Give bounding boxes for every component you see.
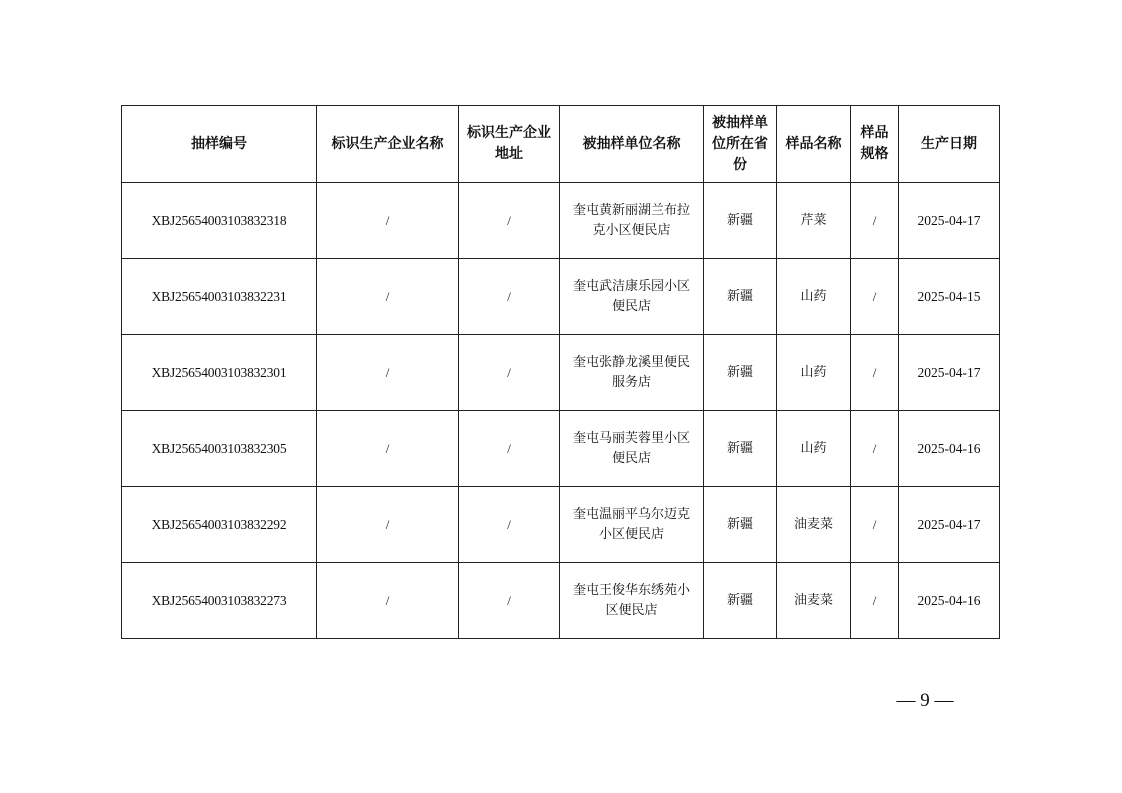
header-sampled-unit: 被抽样单位名称 xyxy=(560,106,704,183)
cell-production-date: 2025-04-17 xyxy=(899,183,1000,259)
page-number: — 9 — xyxy=(896,690,954,711)
cell-sample-name: 山药 xyxy=(777,335,851,411)
cell-sampled-unit: 奎屯黄新丽湖兰布拉克小区便民店 xyxy=(560,183,704,259)
cell-province: 新疆 xyxy=(704,335,777,411)
cell-sample-name: 山药 xyxy=(777,411,851,487)
table-row xyxy=(122,411,1000,487)
cell-producer-address: / xyxy=(459,487,560,563)
header-sample-code: 抽样编号 xyxy=(122,106,317,183)
header-producer-name: 标识生产企业名称 xyxy=(317,106,459,183)
cell-spec: / xyxy=(851,259,899,335)
table-body xyxy=(122,183,1000,639)
cell-sample-name: 油麦菜 xyxy=(777,563,851,639)
cell-province: 新疆 xyxy=(704,259,777,335)
table-row xyxy=(122,183,1000,259)
cell-sampled-unit: 奎屯武洁康乐园小区便民店 xyxy=(560,259,704,335)
cell-sample-code: XBJ25654003103832305 xyxy=(122,411,317,487)
cell-province: 新疆 xyxy=(704,487,777,563)
cell-sampled-unit: 奎屯马丽芙蓉里小区便民店 xyxy=(560,411,704,487)
header-spec: 样品规格 xyxy=(851,106,899,183)
cell-production-date: 2025-04-17 xyxy=(899,487,1000,563)
table-header xyxy=(122,106,1000,183)
cell-spec: / xyxy=(851,487,899,563)
cell-province: 新疆 xyxy=(704,411,777,487)
cell-producer-address: / xyxy=(459,183,560,259)
table-row xyxy=(122,563,1000,639)
table-row xyxy=(122,335,1000,411)
cell-production-date: 2025-04-16 xyxy=(899,411,1000,487)
cell-producer-address: / xyxy=(459,259,560,335)
header-province: 被抽样单位所在省份 xyxy=(704,106,777,183)
table-row xyxy=(122,259,1000,335)
sampling-results-table xyxy=(121,105,1000,639)
cell-producer-name: / xyxy=(317,335,459,411)
cell-sampled-unit: 奎屯王俊华东绣苑小区便民店 xyxy=(560,563,704,639)
cell-sample-name: 山药 xyxy=(777,259,851,335)
cell-producer-name: / xyxy=(317,183,459,259)
cell-producer-name: / xyxy=(317,487,459,563)
header-row xyxy=(122,106,1000,183)
cell-producer-name: / xyxy=(317,563,459,639)
cell-sample-name: 油麦菜 xyxy=(777,487,851,563)
cell-spec: / xyxy=(851,335,899,411)
header-producer-address: 标识生产企业地址 xyxy=(459,106,560,183)
cell-spec: / xyxy=(851,183,899,259)
table-row xyxy=(122,487,1000,563)
cell-producer-address: / xyxy=(459,335,560,411)
cell-province: 新疆 xyxy=(704,563,777,639)
cell-sample-name: 芹菜 xyxy=(777,183,851,259)
header-production-date: 生产日期 xyxy=(899,106,1000,183)
cell-producer-name: / xyxy=(317,259,459,335)
cell-spec: / xyxy=(851,411,899,487)
cell-sample-code: XBJ25654003103832301 xyxy=(122,335,317,411)
cell-spec: / xyxy=(851,563,899,639)
cell-sampled-unit: 奎屯张静龙溪里便民服务店 xyxy=(560,335,704,411)
cell-producer-address: / xyxy=(459,411,560,487)
cell-production-date: 2025-04-15 xyxy=(899,259,1000,335)
cell-sampled-unit: 奎屯温丽平乌尔迈克小区便民店 xyxy=(560,487,704,563)
cell-sample-code: XBJ25654003103832231 xyxy=(122,259,317,335)
cell-sample-code: XBJ25654003103832273 xyxy=(122,563,317,639)
cell-province: 新疆 xyxy=(704,183,777,259)
cell-production-date: 2025-04-16 xyxy=(899,563,1000,639)
cell-producer-address: / xyxy=(459,563,560,639)
cell-sample-code: XBJ25654003103832292 xyxy=(122,487,317,563)
cell-sample-code: XBJ25654003103832318 xyxy=(122,183,317,259)
cell-production-date: 2025-04-17 xyxy=(899,335,1000,411)
header-sample-name: 样品名称 xyxy=(777,106,851,183)
cell-producer-name: / xyxy=(317,411,459,487)
